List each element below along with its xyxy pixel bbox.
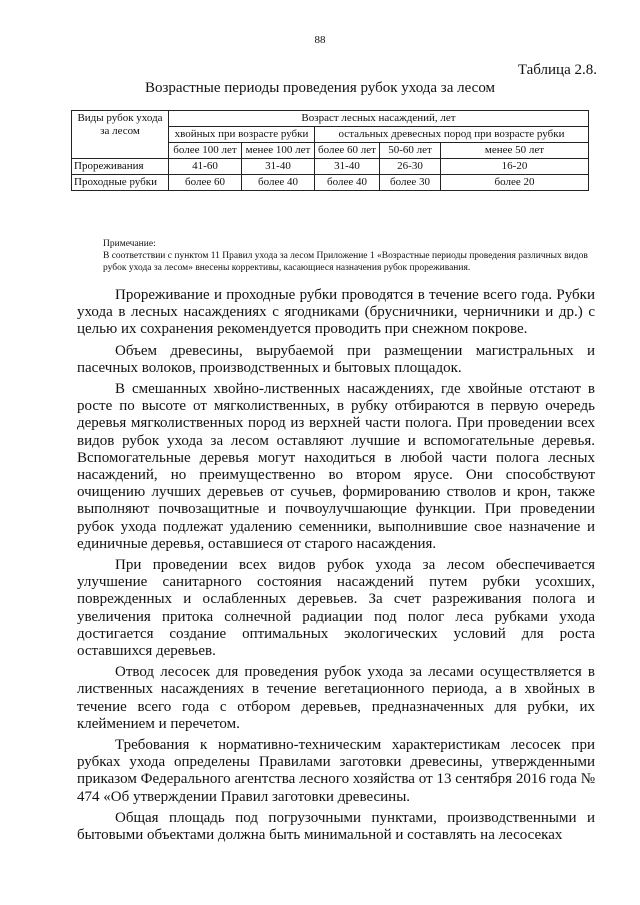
paragraph: Объем древесины, вырубаемой при размещении магистральных и пасечных волоков, производственных и бытовых площадок. [77,342,595,376]
table-cell: более 40 [242,175,315,191]
age-periods-table [71,110,589,191]
paragraph: Отвод лесосек для проведения рубок ухода за лесами осуществляется в лиственных насаждениях в течение вегетационного периода, а в хвойных в течение всего года с отбором деревьев, предназначенных для рубки, их клеймением и перечетом. [77,664,595,732]
table-cell: более 30 [380,175,441,191]
subheader-cell: 50-60 лет [380,143,441,159]
table-label: Таблица 2.8. [517,62,597,78]
table-cell: 31-40 [242,159,315,175]
note-heading: Примечание: [103,239,156,249]
header-cell-other: остальных древесных пород при возрасте рубки [315,127,589,143]
paragraph: Общая площадь под погрузочными пунктами, производственными и бытовыми объектами должна быть минимальной и составлять на лесосеках [77,809,595,844]
table-row [72,175,589,191]
row-name-cell: Проходные рубки [72,175,169,191]
page-number: 88 [314,34,326,46]
subheader-cell: более 60 лет [315,143,380,159]
note-text: В соответствии с пунктом 11 Правил ухода за лесом Приложение 1 «Возрастные периоды проведения различных видов рубок ухода за лесом» внесены коррективы, касающиеся назначения рубок прореживания. [103,251,588,273]
subheader-cell: менее 50 лет [441,143,589,159]
paragraph: Требования к нормативно-техническим характеристикам лесосек при рубках ухода определены Правилами заготовки древесины, утвержденными приказом Федерального агентства лесного хозяйства от 13 сентября 2016 года № 474 «Об утверждении Правил заготовки древесины. [77,737,595,805]
body-text [77,287,595,848]
table-header-row [72,111,589,127]
paragraph: При проведении всех видов рубок ухода за лесом обеспечивается улучшение санитарного состояния насаждений путем рубки усохших, поврежденных и ослабленных деревьев. За счет разреживания полога и увеличения притока солнечной радиации под полог леса рубками ухода достигается создание оптимальных экологических условий для роста оставшихся деревьев. [77,557,595,660]
table-cell: 41-60 [169,159,242,175]
table-cell: 16-20 [441,159,589,175]
header-cell-conifer: хвойных при возрасте рубки [169,127,315,143]
table-cell: 31-40 [315,159,380,175]
row-name-cell: Прореживания [72,159,169,175]
table-row [72,159,589,175]
table-cell: более 20 [441,175,589,191]
header-cell-age: Возраст лесных насаждений, лет [169,111,589,127]
table-note [103,238,593,274]
subheader-cell: более 100 лет [169,143,242,159]
table-cell: более 40 [315,175,380,191]
paragraph: В смешанных хвойно-лиственных насаждениях, где хвойные отстают в росте по высоте от мягколиственных, в рубку отбираются в первую очередь деревья мягколиственных пород из верхней части полога. При проведении всех видов рубок ухода за лесом оставляют лучшие и вспомогательные деревья. Вспомогательные деревья могут находиться в любой части полога лесных насаждений, но преимущественно во втором ярусе. Они способствуют очищению лучших деревьев от сучьев, формированию стволов и крон, также выполняют почвозащитные и почвоулучшающие функции. При проведении рубок ухода подлежат удалению семенники, выполнившие свое назначение и единичные деревья, оставшиеся от старого насаждения. [77,381,595,552]
subheader-cell: менее 100 лет [242,143,315,159]
table-cell: более 60 [169,175,242,191]
header-cell-type: Виды рубок ухода за лесом [72,111,169,159]
paragraph: Прореживание и проходные рубки проводятся в течение всего года. Рубки ухода в лесных насаждениях с ягодниками (брусничники, черничники и др.) с целью их сохранения рекомендуется проводить при снежном покрове. [77,287,595,338]
table-cell: 26-30 [380,159,441,175]
table-title: Возрастные периоды проведения рубок ухода за лесом [144,80,496,96]
